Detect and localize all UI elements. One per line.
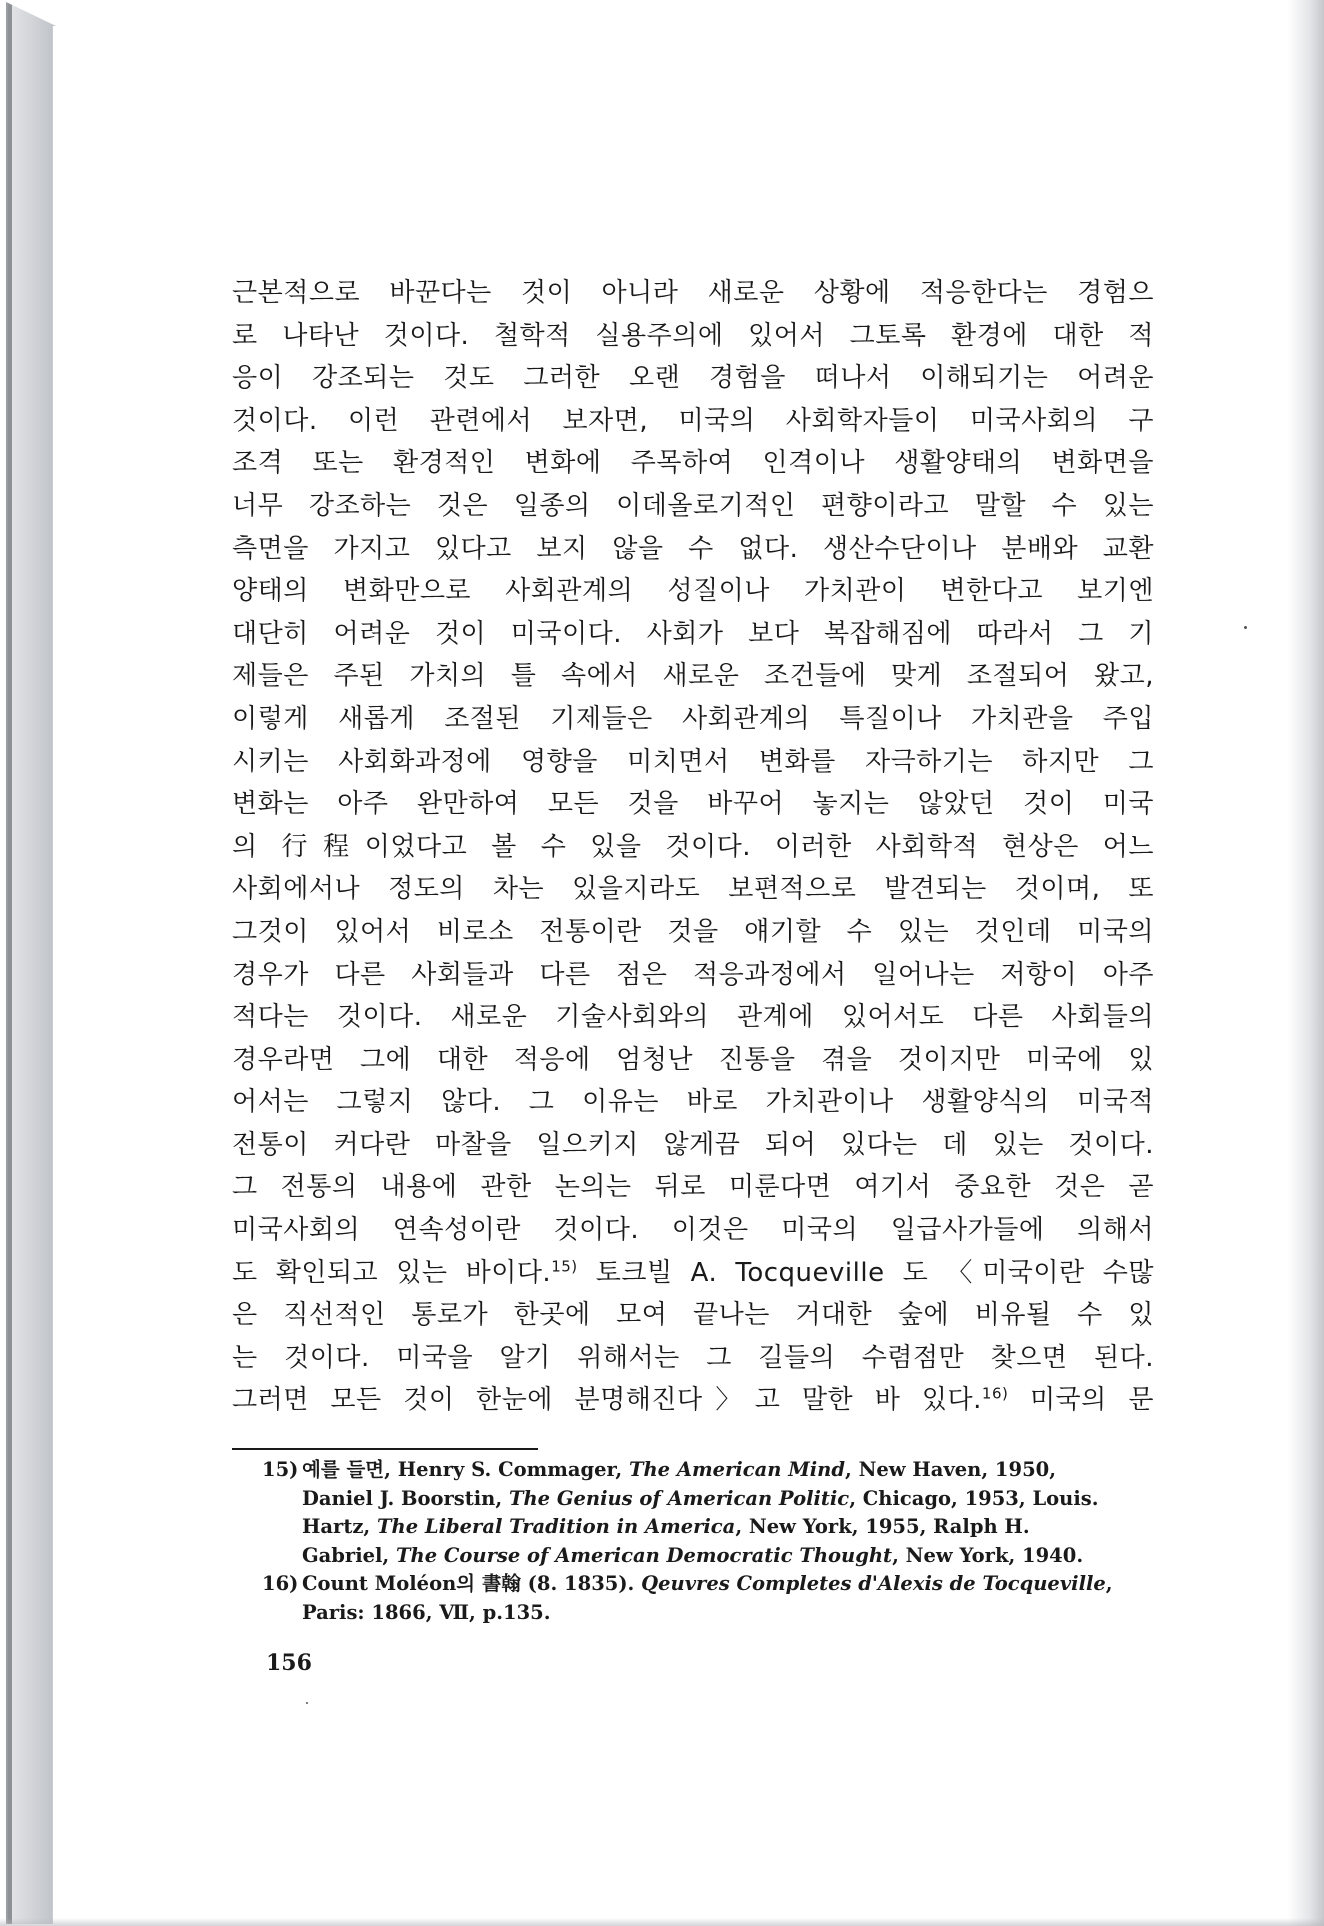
footnote-line bbox=[262, 1570, 1162, 1599]
footnote-work-title: Qeuvres Completes d'Alexis de Tocqueville bbox=[641, 1572, 1106, 1595]
body-line: 그 전통의 내용에 관한 논의는 뒤로 미룬다면 여기서 중요한 것은 곧 bbox=[232, 1172, 1154, 1203]
footnote-work-title: The Liberal Tradition in America bbox=[377, 1515, 736, 1538]
body-line: 의 行程이었다고 볼 수 있을 것이다. 이러한 사회학적 현상은 어느 bbox=[232, 831, 1154, 862]
body-line: 어서는 그렇지 않다. 그 이유는 바로 가치관이나 생활양식의 미국적 bbox=[232, 1087, 1154, 1118]
footnote-number: 15) bbox=[262, 1458, 299, 1481]
body-line: 제들은 주된 가치의 틀 속에서 새로운 조건들에 맞게 조절되어 왔고, bbox=[232, 661, 1154, 692]
footnote-text: , bbox=[1105, 1572, 1113, 1595]
body-line: 변화는 아주 완만하여 모든 것을 바꾸어 놓지는 않았던 것이 미국 bbox=[232, 789, 1154, 820]
body-line-text: 토크빌 A. Tocqueville 도 〈미국이란 수많 bbox=[577, 1257, 1154, 1288]
scan-speck bbox=[1244, 626, 1247, 629]
body-line: 로 나타난 것이다. 철학적 실용주의에 있어서 그토록 환경에 대한 적 bbox=[232, 320, 1154, 351]
footnote-text: Gabriel, bbox=[302, 1543, 396, 1567]
footnote-line bbox=[262, 1513, 1162, 1542]
body-line: 양태의 변화만으로 사회관계의 성질이나 가치관이 변한다고 보기엔 bbox=[232, 576, 1154, 607]
footnote-text: Hartz, bbox=[302, 1515, 377, 1538]
page-edge-shadow bbox=[1288, 0, 1324, 1926]
body-line: 는 것이다. 미국을 알기 위해서는 그 길들의 수렴점만 찾으면 된다. bbox=[232, 1342, 1154, 1373]
body-line: 조격 또는 환경적인 변화에 주목하여 인격이나 생활양태의 변화면을 bbox=[232, 448, 1154, 479]
body-line: 미국사회의 연속성이란 것이다. 이것은 미국의 일급사가들에 의해서 bbox=[232, 1215, 1154, 1246]
footnote-text: Paris: 1866, Ⅶ, p.135. bbox=[302, 1600, 551, 1624]
body-line: 사회에서나 정도의 차는 있을지라도 보편적으로 발견되는 것이며, 또 bbox=[232, 874, 1154, 905]
footnote-work-title: The Genius of American Politic bbox=[508, 1486, 850, 1510]
body-line: 근본적으로 바꾼다는 것이 아니라 새로운 상황에 적응한다는 경험으 bbox=[232, 278, 1154, 308]
footnote-line bbox=[262, 1599, 1162, 1628]
body-line: 측면을 가지고 있다고 보지 않을 수 없다. 생산수단이나 분배와 교환 bbox=[232, 533, 1154, 564]
footnote-number: 16) bbox=[262, 1572, 299, 1595]
book-spine-edge bbox=[6, 2, 56, 1924]
scan-speck bbox=[306, 1702, 308, 1704]
footnote-separator bbox=[232, 1448, 538, 1450]
footnote bbox=[262, 1456, 1162, 1570]
body-line: 것이다. 이런 관련에서 보자면, 미국의 사회학자들이 미국사회의 구 bbox=[232, 405, 1154, 436]
footnote-work-title: The American Mind bbox=[628, 1458, 845, 1481]
body-line: 대단히 어려운 것이 미국이다. 사회가 보다 복잡해짐에 따라서 그 기 bbox=[232, 618, 1154, 649]
footnote-text: , New Haven, 1950, bbox=[845, 1458, 1056, 1481]
body-line bbox=[232, 1379, 1154, 1422]
body-line bbox=[232, 1252, 1154, 1295]
body-line-text: 그러면 모든 것이 한눈에 분명해진다〉고 말한 바 있다. bbox=[232, 1385, 982, 1416]
footnote-text: , Chicago, 1953, Louis. bbox=[849, 1486, 1099, 1510]
footnote-line bbox=[262, 1485, 1162, 1514]
body-line: 은 직선적인 통로가 한곳에 모여 끝나는 거대한 숲에 비유될 수 있 bbox=[232, 1300, 1154, 1331]
footnote-text: , New York, 1955, Ralph H. bbox=[735, 1515, 1030, 1538]
footnote-text: Daniel J. Boorstin, bbox=[302, 1486, 509, 1510]
body-line: 시키는 사회화과정에 영향을 미치면서 변화를 자극하기는 하지만 그 bbox=[232, 746, 1154, 777]
footnote-text: 예를 들면, Henry S. Commager, bbox=[302, 1458, 629, 1481]
body-line: 경우라면 그에 대한 적응에 엄청난 진통을 겪을 것이지만 미국에 있 bbox=[232, 1044, 1154, 1075]
body-line: 너무 강조하는 것은 일종의 이데올로기적인 편향이라고 말할 수 있는 bbox=[232, 490, 1154, 521]
body-line: 응이 강조되는 것도 그러한 오랜 경험을 떠나서 이해되기는 어려운 bbox=[232, 363, 1154, 394]
body-line-text: 도 확인되고 있는 바이다. bbox=[232, 1257, 552, 1288]
footnote-text: , New York, 1940. bbox=[892, 1543, 1084, 1567]
footnote-work-title: The Course of American Democratic Thought bbox=[396, 1543, 893, 1567]
footnote-line bbox=[262, 1456, 1162, 1485]
body-line: 경우가 다른 사회들과 다른 점은 적응과정에서 일어나는 저항이 아주 bbox=[232, 959, 1154, 990]
footnote-reference: 15) bbox=[551, 1257, 578, 1275]
body-line: 그것이 있어서 비로소 전통이란 것을 얘기할 수 있는 것인데 미국의 bbox=[232, 916, 1154, 947]
body-line-text: 미국의 문 bbox=[1008, 1385, 1154, 1416]
body-line: 전통이 커다란 마찰을 일으키지 않게끔 되어 있다는 데 있는 것이다. bbox=[232, 1129, 1154, 1160]
footnote bbox=[262, 1570, 1162, 1627]
body-line: 이렇게 새롭게 조절된 기제들은 사회관계의 특질이나 가치관을 주입 bbox=[232, 703, 1154, 734]
footnotes bbox=[262, 1456, 1162, 1627]
footnote-reference: 16) bbox=[981, 1384, 1009, 1403]
footnote-line bbox=[262, 1542, 1162, 1571]
page-number: 156 bbox=[266, 1650, 312, 1676]
footnote-text: Count Moléon의 書翰 (8. 1835). bbox=[302, 1572, 642, 1595]
page-bottom-shadow bbox=[0, 1918, 1324, 1926]
body-text bbox=[232, 272, 1154, 1422]
body-line: 적다는 것이다. 새로운 기술사회와의 관계에 있어서도 다른 사회들의 bbox=[232, 1002, 1154, 1033]
